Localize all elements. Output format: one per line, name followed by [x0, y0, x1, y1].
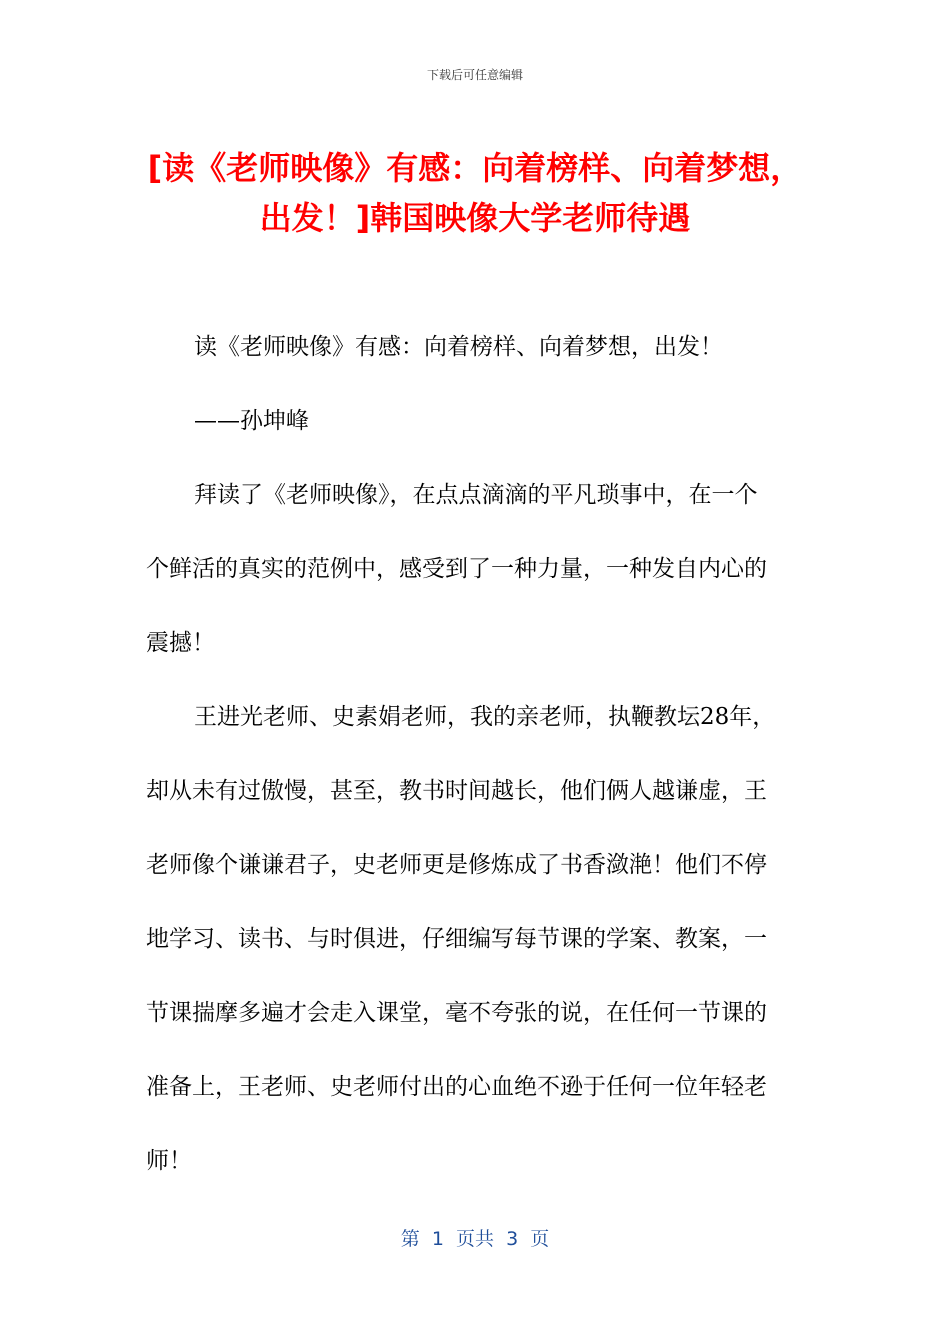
paragraph-line: 准备上，王老师、史老师付出的心血绝不逊于任何一位年轻老	[146, 1074, 767, 1100]
paragraph-line: 师！	[146, 1148, 192, 1174]
article-body	[146, 310, 806, 1198]
download-note: 下载后可任意编辑	[426, 68, 523, 82]
paragraph-line: 拜读了《老师映像》，在点点滴滴的平凡琐事中，在一个	[194, 482, 758, 508]
paragraph-line: 个鲜活的真实的范例中，感受到了一种力量，一种发自内心的	[146, 556, 767, 582]
article-subtitle: 读《老师映像》有感：向着榜样、向着梦想，出发！	[194, 334, 723, 360]
document-title	[100, 143, 850, 243]
article-author: ——孙坤峰	[194, 408, 309, 434]
paragraph-line: 节课揣摩多遍才会走入课堂，毫不夸张的说，在任何一节课的	[146, 1000, 767, 1026]
title-line-2: 出发！]韩国映像大学老师待遇	[259, 199, 691, 237]
paragraph-line: 震撼！	[146, 630, 215, 656]
paragraph-line: 王进光老师、史素娟老师，我的亲老师，执鞭教坛28年，	[194, 704, 776, 730]
title-line-1: [读《老师映像》有感：向着榜样、向着梦想，	[147, 149, 803, 187]
page-number: 第 1 页共 3 页	[400, 1228, 550, 1250]
paragraph-1	[146, 458, 806, 680]
paragraph-line: 却从未有过傲慢，甚至，教书时间越长，他们俩人越谦虚，王	[146, 778, 767, 804]
paragraph-line: 老师像个谦谦君子，史老师更是修炼成了书香潋滟！他们不停	[146, 852, 767, 878]
paragraph-line: 地学习、读书、与时俱进，仔细编写每节课的学案、教案，一	[146, 926, 767, 952]
paragraph-2	[146, 680, 806, 1198]
